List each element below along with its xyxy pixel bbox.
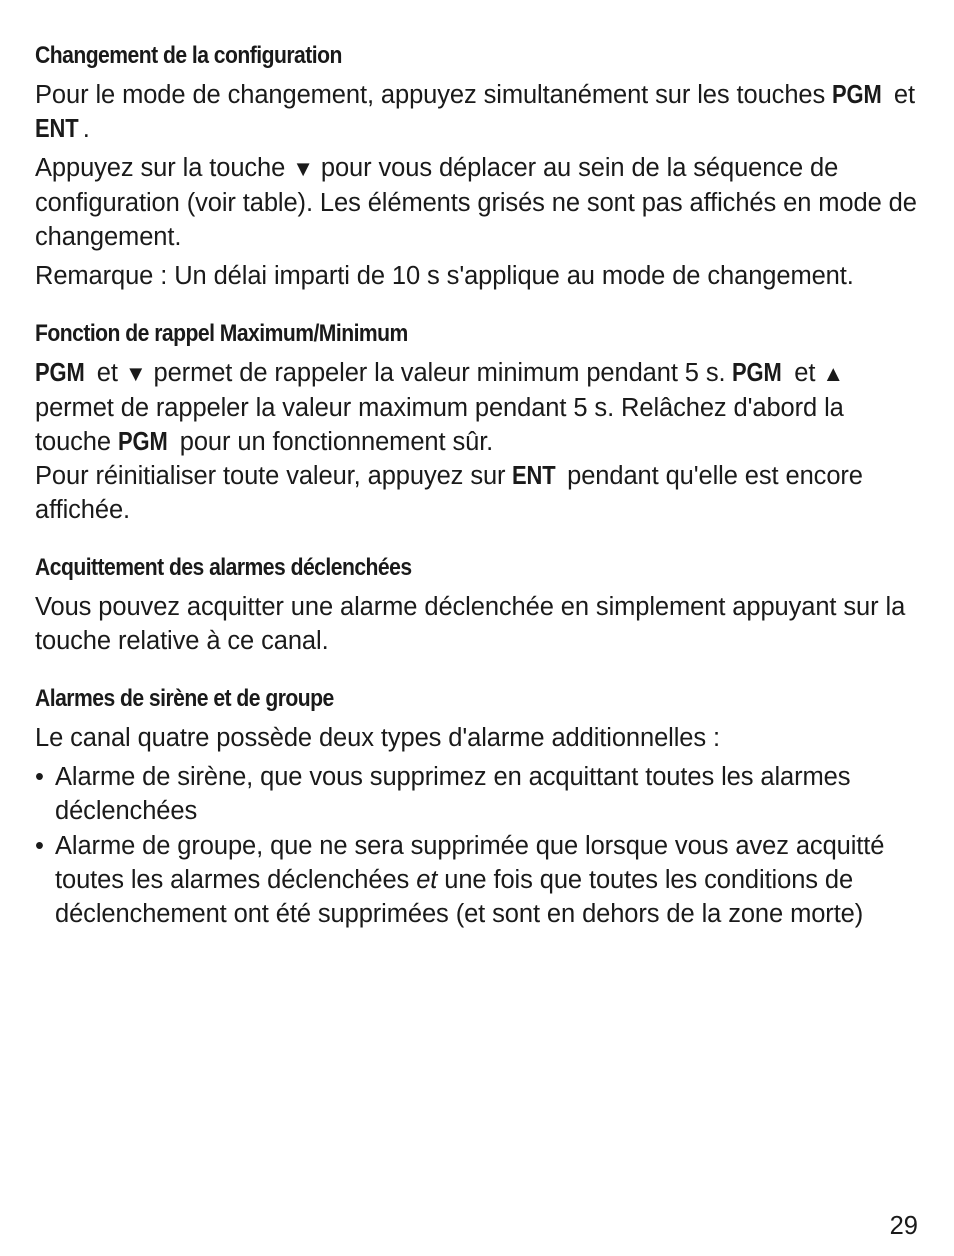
emphasis-text: et (416, 866, 438, 894)
paragraph (35, 151, 925, 254)
text: une fois que toutes les conditions de déclenchement ont été supprimées (et sont en dehors de la zone morte) (55, 866, 864, 928)
paragraph (35, 459, 925, 527)
paragraph-note: Remarque : Un délai imparti de 10 s s'applique au mode de changement. (35, 262, 854, 290)
text: et (886, 81, 915, 109)
down-arrow-icon: ▼ (124, 361, 147, 386)
key-label-pgm: PGM (35, 359, 85, 387)
text: permet de rappeler la valeur minimum pendant 5 s. (146, 359, 733, 387)
bullet-icon: • (35, 832, 44, 860)
section-heading: Acquittement des alarmes déclenchées (35, 554, 412, 581)
text: Appuyez sur la touche (35, 154, 293, 182)
section-heading: Alarmes de sirène et de groupe (35, 685, 334, 712)
key-label-pgm: PGM (117, 428, 168, 456)
paragraph (35, 356, 925, 459)
section-max-min-recall (35, 318, 925, 527)
down-arrow-icon: ▼ (292, 156, 314, 181)
list-item (35, 760, 925, 828)
paragraph: Vous pouvez acquitter une alarme déclenchée en simplement appuyant sur la touche relative à ce canal. (35, 593, 906, 655)
text: Pour le mode de changement, appuyez simultanément sur les touches (35, 81, 833, 109)
text: et (89, 359, 125, 387)
list-item (35, 829, 925, 931)
section-config-change (35, 40, 925, 293)
key-label-pgm: PGM (732, 359, 783, 387)
section-siren-group-alarms (35, 683, 925, 931)
text: permet de rappeler la valeur maximum pendant 5 s. Relâchez d'abord la touche (35, 394, 844, 456)
text: pour un fonctionnement sûr. (172, 428, 494, 456)
text: pour vous déplacer au sein de la séquence de configuration (voir table). Les éléments grisés ne sont pas affichés en mode de changement. (35, 154, 917, 251)
bullet-list (35, 760, 925, 931)
section-heading: Changement de la configuration (35, 42, 342, 69)
up-arrow-icon: ▲ (822, 361, 845, 386)
text: pendant qu'elle est encore affichée. (35, 462, 863, 524)
text: . (82, 115, 90, 143)
document-page (35, 40, 925, 956)
text: Alarme de sirène, que vous supprimez en acquittant toutes les alarmes déclenchées (55, 763, 851, 825)
key-label-pgm: PGM (832, 81, 882, 109)
page-number: 29 (889, 1212, 918, 1240)
text: Pour réinitialiser toute valeur, appuyez sur (35, 462, 513, 490)
text: Alarme de groupe, que ne sera supprimée que lorsque vous avez acquitté toutes les alarmes déclenchées (55, 832, 885, 894)
paragraph (35, 78, 925, 146)
paragraph: Le canal quatre possède deux types d'alarme additionnelles : (35, 724, 720, 752)
section-heading: Fonction de rappel Maximum/Minimum (35, 320, 408, 347)
bullet-icon: • (35, 763, 44, 791)
key-label-ent: ENT (512, 462, 557, 490)
text: et (787, 359, 823, 387)
section-alarm-acknowledge (35, 552, 925, 658)
key-label-ent: ENT (35, 115, 79, 143)
